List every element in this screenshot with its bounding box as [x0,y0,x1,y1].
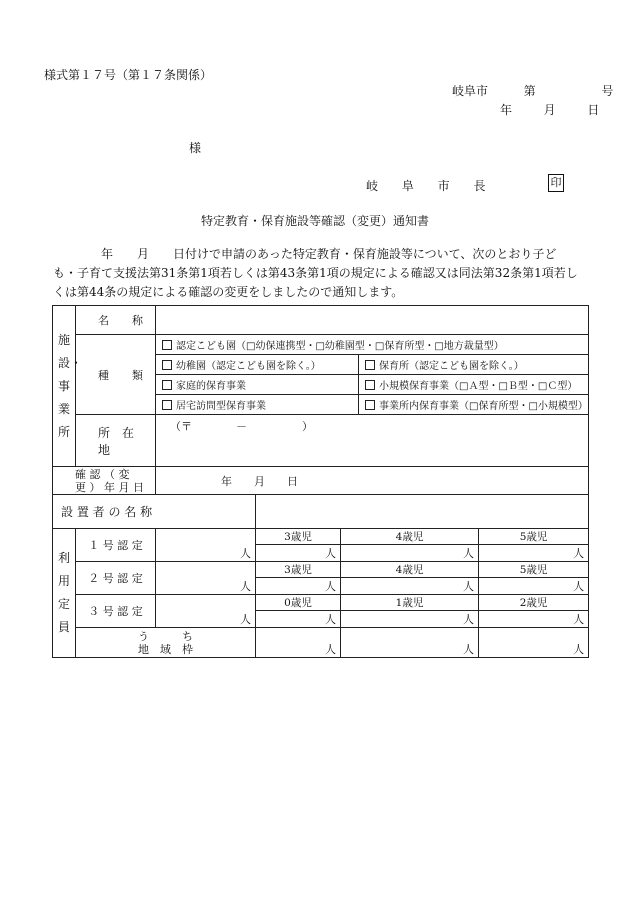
founder-field[interactable] [256,495,589,529]
facility-table [52,305,589,658]
type-jigyosho[interactable]: 事業所内保育事業（□保育所型・□小規模型） [359,395,589,415]
document-number-line [452,82,613,99]
type-label: 種 類 [76,335,156,415]
type-hoikusho[interactable]: 保育所（認定こども園を除く。） [359,355,589,375]
quota-value-3[interactable]: 人 [479,628,589,658]
cert2-age3-head: 3歳児 [256,562,341,578]
checkbox-icon[interactable] [162,360,172,370]
body-line-2: も・子育て支援法第31条第1項若しくは第43条第1項の規定による確認又は同法第32条第1項若し [53,266,578,280]
cert1-label: １ 号 認 定 [76,529,156,562]
type-yochien[interactable]: 幼稚園（認定こども園を除く。） [156,355,359,375]
postal-code: （〒 － ） [170,420,313,433]
type-kodomoen[interactable]: 認定こども園（□幼保連携型・□幼稚園型・□保育所型・□地方裁量型） [156,335,589,355]
body-line-1: 年 月 日付けで申請のあった特定教育・保育施設等について、次のとおり子ど [53,247,557,261]
cert2-age5-value[interactable]: 人 [479,578,589,595]
form-number: 様式第１７号（第１７条関係） [44,68,213,82]
cert2-label: ２ 号 認 定 [76,562,156,595]
cert1-age3-value[interactable]: 人 [256,545,341,562]
year-label: 年 [500,103,513,117]
type-shokibo[interactable]: 小規模保育事業（□Ａ型・□Ｂ型・□Ｃ型） [359,375,589,395]
quota-value-2[interactable]: 人 [341,628,479,658]
cert2-age4-value[interactable]: 人 [341,578,479,595]
dai-label: 第 [523,84,536,98]
founder-label: 設 置 者 の 名 称 [53,495,256,529]
cert2-age3-value[interactable]: 人 [256,578,341,595]
checkbox-icon[interactable] [365,360,375,370]
cert3-total[interactable]: 人 [156,595,256,628]
community-quota-label: う ち 地 域 枠 [76,628,256,658]
notice-body [53,245,588,302]
go-label: 号 [601,84,614,98]
checkbox-icon[interactable] [162,380,172,390]
cert1-age5-value[interactable]: 人 [479,545,589,562]
cert2-age5-head: 5歳児 [479,562,589,578]
cert1-age5-head: 5歳児 [479,529,589,545]
checkbox-icon[interactable] [365,380,375,390]
name-field[interactable] [156,306,589,335]
location-field[interactable] [156,415,589,467]
cert1-total[interactable]: 人 [156,529,256,562]
cert2-total[interactable]: 人 [156,562,256,595]
checkbox-icon[interactable] [162,400,172,410]
confirm-date-field[interactable]: 年 月 日 [156,467,589,495]
issuer-label: 岐阜市 [452,84,489,98]
cert3-age2-value[interactable]: 人 [479,611,589,628]
checkbox-icon[interactable] [365,400,375,410]
month-label: 月 [543,103,556,117]
seal-stamp: 印 [548,174,564,192]
day-label: 日 [587,103,600,117]
cert3-age1-value[interactable]: 人 [341,611,479,628]
capacity-section-label: 利用定員 [53,529,76,658]
facility-section-label: 施設・事業所 [53,306,76,467]
cert3-age2-head: 2歳児 [479,595,589,611]
name-label: 名 称 [76,306,156,335]
cert1-age4-value[interactable]: 人 [341,545,479,562]
cert3-age1-head: 1歳児 [341,595,479,611]
issue-date-line [500,101,599,118]
cert1-age3-head: 3歳児 [256,529,341,545]
body-line-3: くは第44条の規定による確認の変更をしましたので通知します。 [53,285,404,299]
cert2-age4-head: 4歳児 [341,562,479,578]
cert1-age4-head: 4歳児 [341,529,479,545]
cert3-age0-head: 0歳児 [256,595,341,611]
document-title: 特定教育・保育施設等確認（変更）通知書 [200,214,429,228]
cert3-age0-value[interactable]: 人 [256,611,341,628]
location-label: 所 在 地 [76,415,156,467]
type-katei[interactable]: 家庭的保育事業 [156,375,359,395]
confirm-date-label: 確 認 （ 変 更 ） 年 月 日 [53,467,156,495]
cert3-label: ３ 号 認 定 [76,595,156,628]
mayor-label: 岐 阜 市 長 [366,179,496,193]
type-kyotaku[interactable]: 居宅訪問型保育事業 [156,395,359,415]
checkbox-icon[interactable] [162,340,172,350]
addressee-label: 様 [189,141,202,155]
quota-value-1[interactable]: 人 [256,628,341,658]
